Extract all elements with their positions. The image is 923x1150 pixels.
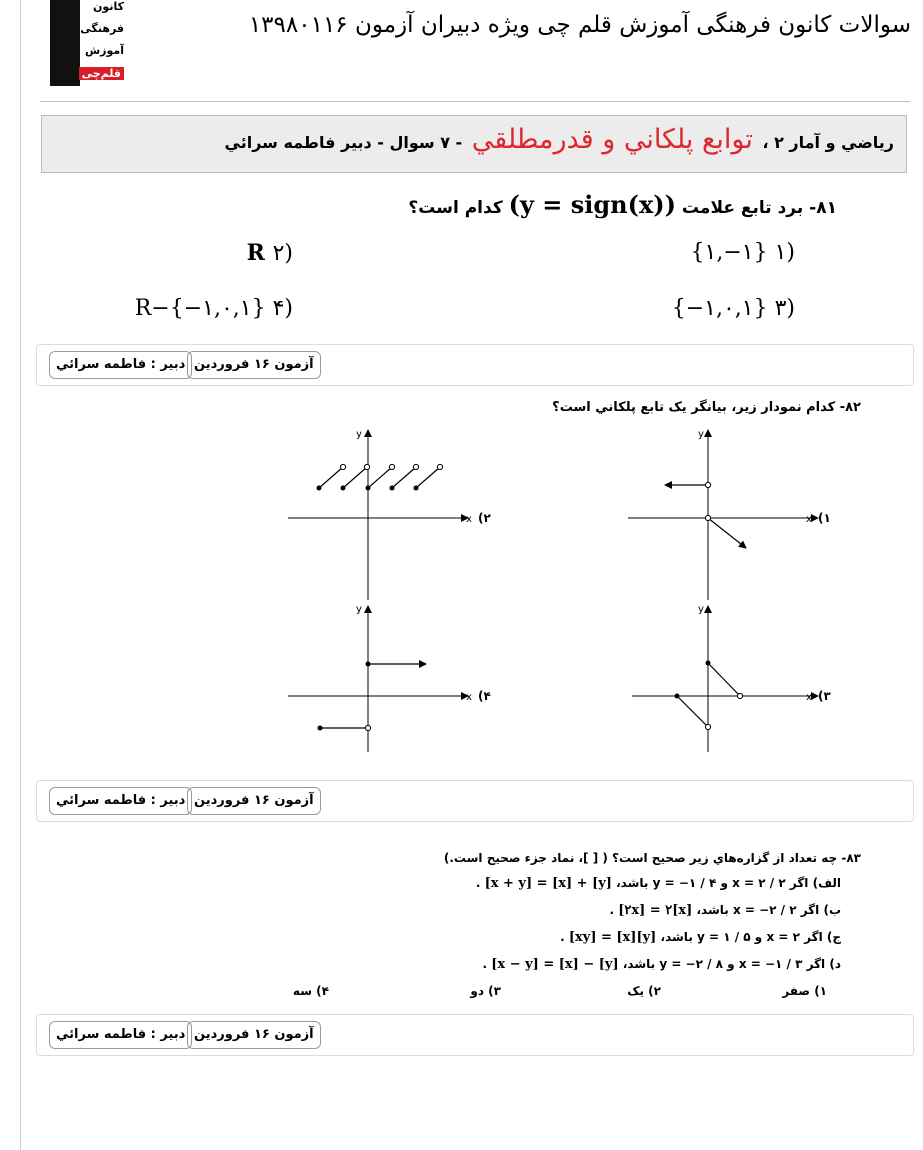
logo-line-1: کانون bbox=[93, 0, 124, 13]
question-number: ۸۲- bbox=[839, 400, 861, 415]
question-text: كدام نمودار زير، بيانگر يک تابع پلكاني است؟ bbox=[552, 400, 836, 415]
option-value: R bbox=[246, 240, 265, 266]
option-1[interactable]: ۱) صفر bbox=[782, 984, 827, 998]
statement-expression: [۲x] = ۲[x] bbox=[618, 903, 693, 918]
lesson-suffix: - ۷ سوال - دبير فاطمه سرائي bbox=[224, 133, 463, 152]
statement-condition: x = ۲ و y = ۱ / ۵ باشد، bbox=[660, 930, 800, 944]
graph-3[interactable] bbox=[632, 604, 831, 752]
exam-pill[interactable]: آزمون ۱۶ فروردین bbox=[187, 1021, 321, 1049]
graph-4[interactable] bbox=[288, 604, 491, 752]
graph-1[interactable] bbox=[628, 429, 831, 600]
question-text: برد تابع علامت bbox=[681, 198, 804, 218]
question-83 bbox=[444, 851, 861, 865]
statement-condition: x = −۲ / ۲ باشد، bbox=[696, 903, 797, 917]
option-value: {−۱,۰,۱} bbox=[671, 296, 768, 321]
statement-label: ج) اگر bbox=[804, 930, 841, 944]
question-number: ۸۱- bbox=[809, 198, 837, 218]
logo-line-2: فرهنگی bbox=[80, 22, 124, 35]
option-value: R−{−۱,۰,۱} bbox=[134, 296, 266, 321]
logo-line-4: قلم‌چی bbox=[79, 67, 124, 80]
exam-pill[interactable]: آزمون ۱۶ فروردین bbox=[187, 787, 321, 815]
statement-label: د) اگر bbox=[806, 957, 841, 971]
lesson-topic: توابع پلكاني و قدرمطلقي bbox=[471, 124, 753, 155]
graph-option-number: (۱ bbox=[818, 511, 831, 525]
graph-option-number: (۴ bbox=[478, 689, 491, 703]
page-title: سوالات کانون فرهنگی آموزش قلم چی ویژه دبیران آزمون ۱۳۹۸۰۱۱۶ bbox=[248, 12, 911, 38]
teacher-pill[interactable]: دبیر : فاطمه سرائي bbox=[49, 351, 192, 379]
statement-c: ج) اگر x = ۲ و y = ۱ / ۵ باشد، [xy] = [x][y] . bbox=[560, 930, 841, 945]
option-number: (۲ bbox=[272, 241, 293, 266]
option-number: (۱ bbox=[774, 240, 795, 265]
option-number: (۴ bbox=[272, 296, 293, 321]
option-2[interactable]: ۲) يک bbox=[627, 984, 661, 998]
statement-label: ب) اگر bbox=[800, 903, 841, 917]
option-number: (۳ bbox=[774, 296, 795, 321]
logo-line-3: آموزش bbox=[85, 44, 124, 57]
y-axis-label: y bbox=[356, 429, 362, 440]
x-axis-label: x bbox=[466, 514, 472, 525]
statement-expression: [xy] = [x][y] bbox=[568, 930, 657, 945]
statement-expression: [x + y] = [x] + [y] bbox=[484, 876, 612, 891]
statement-d: د) اگر x = −۱ / ۳ و y = −۲ / ۸ باشد، [x − y] = [x] − [y] . bbox=[482, 957, 841, 972]
teacher-pill[interactable]: دبیر : فاطمه سرائي bbox=[49, 1021, 192, 1049]
statement-label: الف) اگر bbox=[789, 876, 841, 890]
teacher-pill[interactable]: دبیر : فاطمه سرائي bbox=[49, 787, 192, 815]
question-text: چه تعداد از گزاره‌هاي زير صحيح است؟ ( [ ]، نماد جزء صحيح است.) bbox=[443, 851, 838, 865]
source-tag bbox=[36, 780, 914, 822]
lesson-prefix: رياضي و آمار ۲ ، bbox=[762, 133, 894, 152]
question-number: ۸۳- bbox=[841, 851, 861, 865]
x-axis-label: x bbox=[466, 692, 472, 703]
sign-formula: (y = sign(x)) bbox=[508, 190, 676, 219]
statement-b: ب) اگر x = −۲ / ۲ باشد، [۲x] = ۲[x] . bbox=[609, 903, 841, 918]
statement-a: الف) اگر x = ۲ / ۲ و y = −۱ / ۴ باشد، [x + y] = [x] + [y] . bbox=[475, 876, 841, 891]
source-tag bbox=[36, 1014, 914, 1056]
graph-option-number: (۳ bbox=[818, 689, 831, 703]
x-axis-label: x bbox=[806, 692, 812, 703]
y-axis-label: y bbox=[698, 429, 704, 440]
option-4[interactable]: ۴) سه bbox=[292, 984, 329, 998]
y-axis-label: y bbox=[356, 604, 362, 615]
x-axis-label: x bbox=[806, 514, 812, 525]
question-text-end: كدام است؟ bbox=[408, 198, 503, 218]
statement-expression: [x − y] = [x] − [y] bbox=[491, 957, 619, 972]
statement-condition: x = ۲ / ۲ و y = −۱ / ۴ باشد، bbox=[616, 876, 786, 890]
statement-condition: x = −۱ / ۳ و y = −۲ / ۸ باشد، bbox=[622, 957, 803, 971]
exam-pill[interactable]: آزمون ۱۶ فروردین bbox=[187, 351, 321, 379]
option-value: {۱,−۱} bbox=[690, 240, 768, 265]
y-axis-label: y bbox=[698, 604, 704, 615]
graph-option-number: (۲ bbox=[478, 511, 491, 525]
graph-2[interactable] bbox=[288, 429, 491, 600]
option-3[interactable]: ۳) دو bbox=[470, 984, 501, 998]
